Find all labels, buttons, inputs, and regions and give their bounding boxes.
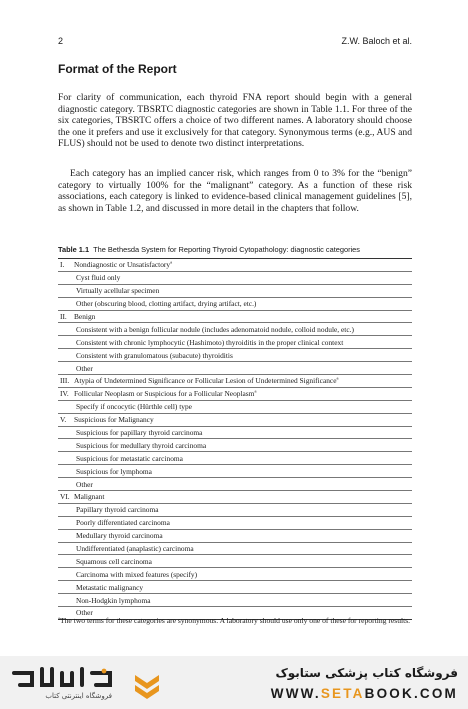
table-row — [58, 362, 412, 375]
subcategory-label — [58, 271, 412, 284]
row-text: Metastatic malignancy — [76, 582, 144, 592]
table-row — [58, 426, 412, 439]
table-row — [58, 439, 412, 452]
table-row — [58, 387, 412, 400]
category-number: II. — [58, 310, 74, 323]
table-row — [58, 400, 412, 413]
page-number: 2 — [58, 36, 64, 46]
row-text: Suspicious for metastatic carcinoma — [76, 453, 183, 463]
row-text: Malignant — [74, 492, 105, 502]
row-text: Consistent with chronic lymphocytic (Hashimoto) thyroiditis in the proper clinical context — [76, 337, 344, 347]
row-text: Papillary thyroid carcinoma — [76, 505, 159, 515]
row-text: Nondiagnostic or Unsatisfactory — [74, 260, 171, 270]
table-row — [58, 259, 412, 272]
subcategory-label — [58, 465, 412, 478]
body-paragraph: For clarity of communication, each thyroid FNA report should begin with a general diagnostic category. TBSRTC diagnostic categories are shown in Table 1.1. For three of the six categories, TBSRTC offers a choice of two different names. A laboratory should choose the one it prefers and use it exclusively for that category. Synonymous terms (e.g., AUS and FLUS) should not be used to denote two distinct interpretations. — [58, 92, 412, 150]
subcategory-label — [58, 555, 412, 568]
subcategory-label — [58, 323, 412, 336]
row-text: Atypia of Undetermined Significance or Follicular Lesion of Undetermined Significance — [74, 376, 337, 386]
subcategory-label — [58, 516, 412, 529]
table-row — [58, 375, 412, 388]
table-row — [58, 478, 412, 491]
subcategory-label — [58, 400, 412, 413]
running-authors: Z.W. Baloch et al. — [341, 36, 412, 46]
row-text: Cyst fluid only — [76, 273, 121, 283]
table-row — [58, 310, 412, 323]
table-row — [58, 465, 412, 478]
subcategory-label — [58, 452, 412, 465]
category-label — [74, 491, 412, 504]
subcategory-label — [58, 426, 412, 439]
row-text: Other — [76, 479, 93, 489]
logo-subtitle: فروشگاه اینترنتی کتاب — [45, 692, 112, 700]
store-name: فروشگاه کتاب پزشکی ستابوک — [275, 666, 458, 680]
subcategory-label — [58, 542, 412, 555]
row-text: Other (obscuring blood, clotting artifact, drying artifact, etc.) — [76, 299, 257, 309]
table-row — [58, 413, 412, 426]
category-label — [74, 387, 412, 400]
row-text: Other — [76, 608, 93, 618]
row-text: Suspicious for papillary thyroid carcinoma — [76, 428, 203, 438]
footnote-mark: a — [58, 615, 60, 621]
row-text: Other — [76, 363, 93, 373]
table-row — [58, 529, 412, 542]
diagnostic-categories-table — [58, 258, 412, 620]
subcategory-label — [58, 349, 412, 362]
category-number: V. — [58, 413, 74, 426]
subcategory-label — [58, 284, 412, 297]
subcategory-label — [58, 362, 412, 375]
section-title: Format of the Report — [58, 62, 177, 76]
table-row — [58, 503, 412, 516]
row-text: Medullary thyroid carcinoma — [76, 531, 163, 541]
subcategory-label — [58, 594, 412, 607]
table-row — [58, 542, 412, 555]
subcategory-label — [58, 568, 412, 581]
subcategory-label — [58, 503, 412, 516]
row-text: Consistent with a benign follicular nodule (includes adenomatoid nodule, colloid nodule, etc.) — [76, 324, 354, 334]
url-prefix: WWW. — [270, 686, 321, 701]
table-row — [58, 284, 412, 297]
setabook-wordmark-logo — [8, 663, 118, 703]
table-row — [58, 568, 412, 581]
row-text: Suspicious for medullary thyroid carcinoma — [76, 440, 207, 450]
table-row — [58, 336, 412, 349]
row-text: Non-Hodgkin lymphoma — [76, 595, 151, 605]
table-row — [58, 452, 412, 465]
category-label — [74, 259, 412, 272]
row-text: Suspicious for lymphoma — [76, 466, 152, 476]
table-row — [58, 491, 412, 504]
footnote-ref: a — [170, 259, 173, 265]
row-text: Carcinoma with mixed features (specify) — [76, 569, 198, 579]
subcategory-label — [58, 478, 412, 491]
category-number: I. — [58, 259, 74, 272]
category-number: IV. — [58, 387, 74, 400]
table-row — [58, 297, 412, 310]
table-row — [58, 516, 412, 529]
category-number: III. — [58, 375, 74, 388]
category-label — [74, 413, 412, 426]
subcategory-label — [58, 336, 412, 349]
row-text: Suspicious for Malignancy — [74, 415, 154, 425]
url-highlight: SETA — [320, 686, 365, 701]
row-text: Benign — [74, 312, 96, 321]
row-text: Specify if oncocytic (Hürthle cell) type — [76, 402, 192, 412]
table-row — [58, 271, 412, 284]
table-footnote — [58, 616, 412, 626]
table-label: Table 1.1 — [58, 245, 90, 254]
row-text: Poorly differentiated carcinoma — [76, 518, 170, 528]
table-row — [58, 323, 412, 336]
url-suffix: BOOK.COM — [364, 686, 458, 701]
subcategory-label — [58, 581, 412, 594]
footnote-ref: a — [336, 375, 339, 381]
table-row — [58, 594, 412, 607]
subcategory-label — [58, 529, 412, 542]
row-text: Virtually acellular specimen — [76, 286, 160, 296]
setabook-logo-icon — [132, 671, 162, 701]
category-label — [74, 375, 412, 388]
category-number: VI. — [58, 491, 74, 504]
subcategory-label — [58, 297, 412, 310]
store-url[interactable] — [271, 686, 458, 701]
row-text: Follicular Neoplasm or Suspicious for a Follicular Neoplasm — [74, 389, 255, 399]
running-header — [58, 36, 412, 50]
table-caption-text: The Bethesda System for Reporting Thyroid Cytopathology: diagnostic categories — [93, 245, 360, 254]
footnote-text: The two terms for these categories are synonymous. A laboratory should use only one of these for reporting results. — [60, 616, 411, 625]
table-row — [58, 581, 412, 594]
table-caption — [58, 245, 412, 254]
table-row — [58, 555, 412, 568]
category-label — [74, 310, 412, 323]
table-row — [58, 349, 412, 362]
body-paragraph: Each category has an implied cancer risk, which ranges from 0 to 3% for the “benign” category to virtually 100% for the “malignant” category. As a function of these risk associations, each category is linked to evidence-based clinical management guidelines [5], as shown in Table 1.2, and discussed in more detail in the chapters that follow. — [58, 168, 412, 214]
row-text: Squamous cell carcinoma — [76, 556, 152, 566]
footnote-ref: a — [254, 388, 257, 394]
subcategory-label — [58, 439, 412, 452]
row-text: Consistent with granulomatous (subacute) thyroiditis — [76, 350, 233, 360]
row-text: Undifferentiated (anaplastic) carcinoma — [76, 544, 194, 554]
